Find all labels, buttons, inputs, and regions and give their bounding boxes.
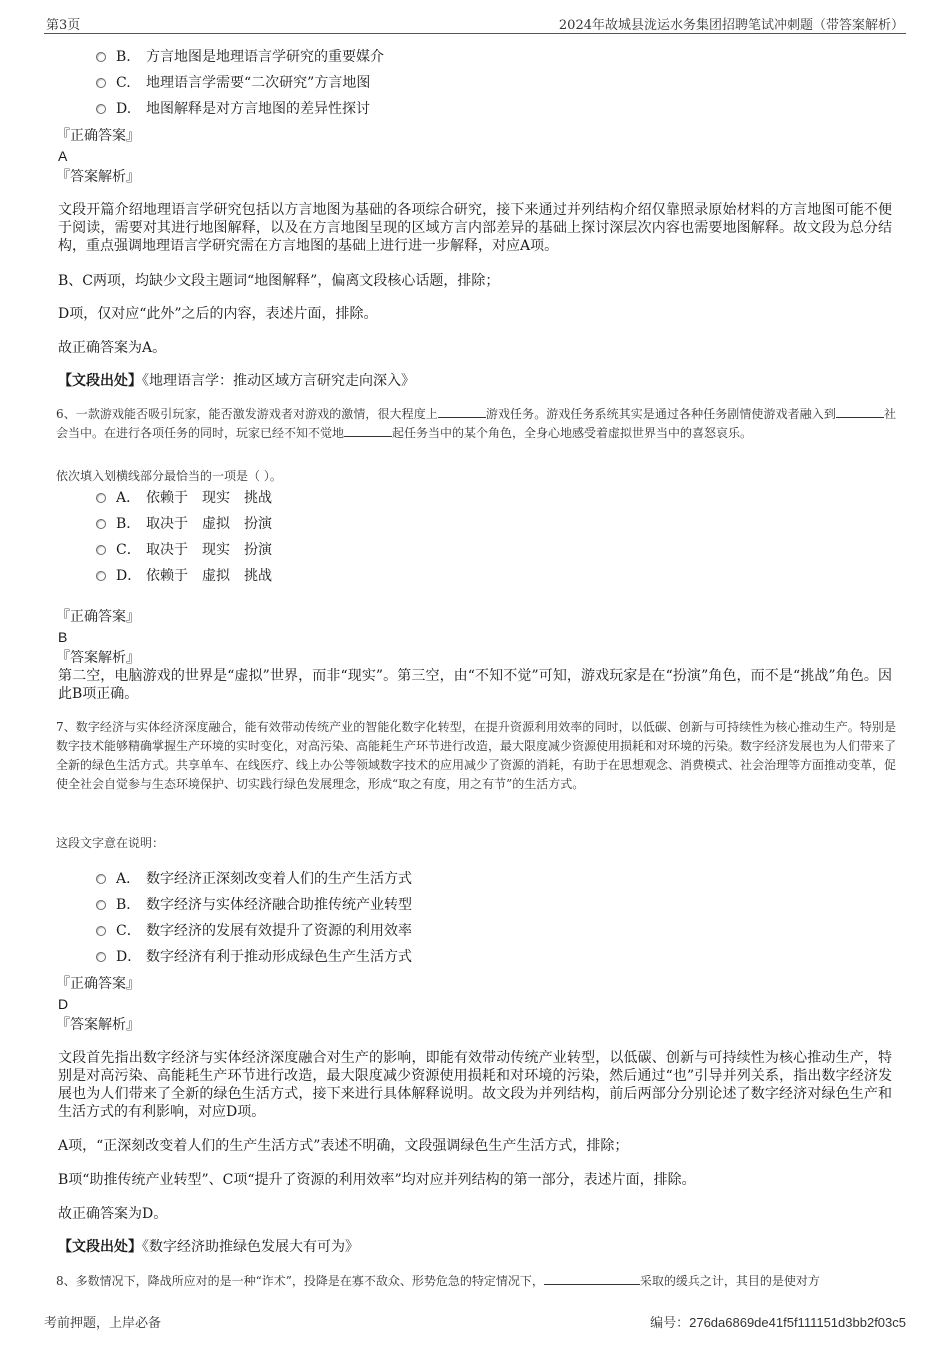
blank-line: [544, 1273, 640, 1285]
q7-prompt: 这段文字意在说明：: [56, 836, 165, 850]
page-header: [44, 14, 906, 34]
q6-prompt: 依次填入划横线部分最恰当的一项是（ ）。: [56, 469, 282, 483]
blank-line: [438, 406, 486, 418]
q7-analysis-label: 『答案解析』: [56, 1017, 140, 1033]
radio-icon[interactable]: [96, 571, 106, 581]
q5-analysis-para-3: D项，仅对应“此外”之后的内容，表述片面，排除。: [58, 306, 378, 322]
q5-analysis-para-1: 文段开篇介绍地理语言学研究包括以方言地图为基础的各项综合研究，接下来通过并列结构介绍仅靠照录原始材料的方言地图可能不便于阅读，需要对其进行地图解释，以及在方言地图呈现的区域方言内部差异的基础上探讨深层次内容也需要地图解释。故文段为总分结构，重点强调地理语言学研究需在方言地图的基础上进行进一步解释，对应A项。: [58, 202, 892, 254]
q5-answer: A: [58, 148, 68, 164]
q6-analysis: 第二空，电脑游戏的世界是“虚拟”世界，而非“现实”。第三空，由“不知不觉”可知，游戏玩家是在“扮演”角色，而不是“挑战”角色。因此B项正确。: [58, 668, 892, 702]
footer-slogan: 考前押题，上岸必备: [44, 1316, 162, 1331]
radio-icon[interactable]: [96, 874, 106, 884]
blank-line: [836, 406, 884, 418]
q7-analysis-para-2: A项，“正深刻改变着人们的生产生活方式”表述不明确，文段强调绿色生产生活方式，排除；: [58, 1138, 629, 1154]
radio-icon[interactable]: [96, 78, 106, 88]
radio-icon[interactable]: [96, 493, 106, 503]
document-title: 2024年故城县泷运水务集团招聘笔试冲刺题（带答案解析）: [558, 18, 904, 33]
q5-analysis-conclusion: 故正确答案为A。: [58, 340, 167, 356]
q6-question: 6、一款游戏能否吸引玩家，能否激发游戏者对游戏的激情，很大程度上 游戏任务。游戏任务系统其实是通过各种任务剧情使游戏者融入到 社会当中。在进行各项任务的同时，玩家已经不知不觉地 起任务当中的某个角色，全身心地感受着虚拟世界当中的喜怒哀乐。: [56, 407, 896, 440]
q6-analysis-label: 『答案解析』: [56, 650, 140, 666]
radio-icon[interactable]: [96, 104, 106, 114]
q7-answer-label: 『正确答案』: [56, 976, 140, 992]
radio-icon[interactable]: [96, 52, 106, 62]
q5-source-title: 《地理语言学：推动区域方言研究走向深入》: [142, 373, 415, 389]
radio-icon[interactable]: [96, 926, 106, 936]
q5-source: 【文段出处】《地理语言学：推动区域方言研究走向深入》: [58, 373, 415, 389]
radio-icon[interactable]: [96, 900, 106, 910]
document-code: 编号：276da6869de41f5f111151d3bb2f03c5: [650, 1315, 906, 1331]
q7-source: 【文段出处】《数字经济助推绿色发展大有可为》: [58, 1239, 359, 1255]
radio-icon[interactable]: [96, 952, 106, 962]
q7-analysis-conclusion: 故正确答案为D。: [58, 1206, 168, 1222]
blank-line: [344, 425, 392, 437]
q6-answer-label: 『正确答案』: [56, 609, 140, 625]
q7-analysis-para-1: 文段首先指出数字经济与实体经济深度融合对生产的影响，即能有效带动传统产业转型，以低碳、创新与可持续性为核心推动生产，特别是对高污染、高能耗生产环节进行改造，最大限度减少资源使用损耗和对环境的污染，然后通过“也”引导并列关系，指出数字经济发展也为人们带来了全新的绿色生活方式，接下来进行具体解释说明。故文段为并列结构，前后两部分分别论述了数字经济对绿色生产和生活方式的有利影响，对应D项。: [58, 1050, 892, 1120]
page-number: 第3页: [46, 18, 81, 33]
radio-icon[interactable]: [96, 545, 106, 555]
q5-analysis-para-2: B、C两项，均缺少文段主题词“地图解释”，偏离文段核心话题，排除；: [58, 273, 500, 289]
q7-analysis-para-3: B项“助推传统产业转型”、C项“提升了资源的利用效率”均对应并列结构的第一部分，表述片面，排除。: [58, 1172, 696, 1188]
q7-question: 7、数字经济与实体经济深度融合，能有效带动传统产业的智能化数字化转型，在提升资源利用效率的同时，以低碳、创新与可持续性为核心推动生产。特别是数字技术能够精确掌握生产环境的实时变化，对高污染、高能耗生产环节进行改造，最大限度减少资源使用损耗和对环境的污染。数字经济发展也为人们带来了全新的绿色生活方式。共享单车、在线医疗、线上办公等领域数字技术的应用减少了资源的消耗，有助于在思想观念、消费模式、社会治理等方面推动变革，促使全社会自觉参与生态环境保护、切实践行绿色发展理念，形成“取之有度，用之有节”的生活方式。: [56, 720, 897, 791]
radio-icon[interactable]: [96, 519, 106, 529]
q7-answer: D: [58, 996, 69, 1012]
q8-question: 8、多数情况下，降战所应对的是一种“诈术”，投降是在寡不敌众、形势危急的特定情况下， 采取的缓兵之计，其目的是使对方: [56, 1274, 820, 1288]
q5-answer-label: 『正确答案』: [56, 128, 140, 144]
q6-answer: B: [58, 629, 68, 645]
q5-analysis-label: 『答案解析』: [56, 169, 140, 185]
q7-source-title: 《数字经济助推绿色发展大有可为》: [142, 1239, 359, 1255]
